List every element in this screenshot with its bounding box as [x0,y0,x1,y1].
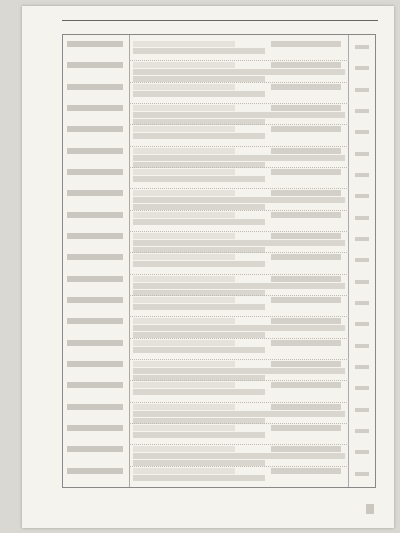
entry-family [271,404,341,410]
entry-remark [355,173,369,177]
entry-remark [355,88,369,92]
entry-headword [67,318,123,324]
entry-family [271,212,341,218]
entry-scientific-name [133,126,235,132]
entry-family [271,169,341,175]
entry-remark [355,216,369,220]
entry-headword [67,276,123,282]
entry-vernacular-line [133,112,345,118]
entry-vernacular-line [133,240,345,246]
entry-scientific-name [133,446,235,452]
entry-separator [129,466,349,467]
entry-family [271,41,341,47]
entry-headword [67,41,123,47]
entry-scientific-name [133,148,235,154]
entry-separator [129,60,349,61]
header-rule [62,20,378,21]
entry-family [271,233,341,239]
entry-family [271,425,341,431]
entry-headword [67,446,123,452]
entry-family [271,148,341,154]
entry-family [271,361,341,367]
entry-headword [67,169,123,175]
entry-scientific-name [133,233,235,239]
entry-remark [355,450,369,454]
entry-headword [67,105,123,111]
entry-remark [355,109,369,113]
entry-separator [129,252,349,253]
entry-scientific-name [133,62,235,68]
page-number [366,504,374,514]
entry-headword [67,340,123,346]
entry-vernacular-line [133,176,265,182]
entry-separator [129,359,349,360]
entry-vernacular-line [133,69,345,75]
entry-remark [355,344,369,348]
entry-separator [129,444,349,445]
entry-vernacular-line [133,197,345,203]
entry-headword [67,126,123,132]
entry-family [271,254,341,260]
entry-scientific-name [133,382,235,388]
entry-separator [129,295,349,296]
entry-scientific-name [133,425,235,431]
entry-remark [355,365,369,369]
entry-headword [67,212,123,218]
entry-scientific-name [133,297,235,303]
entry-headword [67,254,123,260]
entry-remark [355,237,369,241]
entry-family [271,126,341,132]
entry-scientific-name [133,340,235,346]
entry-separator [129,103,349,104]
entry-family [271,62,341,68]
entry-vernacular-line [133,48,265,54]
entry-vernacular-line [133,475,265,481]
entry-scientific-name [133,169,235,175]
entry-vernacular-line [133,155,345,161]
entry-headword [67,468,123,474]
entry-remark [355,258,369,262]
entry-separator [129,82,349,83]
entry-headword [67,404,123,410]
entry-headword [67,361,123,367]
entry-vernacular-line [133,91,265,97]
entry-scientific-name [133,41,235,47]
entry-vernacular-line [133,304,265,310]
entry-remark [355,322,369,326]
entry-vernacular-line [133,283,345,289]
entry-family [271,340,341,346]
entry-scientific-name [133,84,235,90]
entry-separator [129,423,349,424]
index-page [22,6,394,528]
entry-family [271,105,341,111]
entry-remark [355,45,369,49]
entry-headword [67,297,123,303]
entry-separator [129,338,349,339]
entry-family [271,297,341,303]
entry-remark [355,472,369,476]
entry-headword [67,84,123,90]
entry-scientific-name [133,254,235,260]
entry-separator [129,402,349,403]
entry-scientific-name [133,404,235,410]
entry-vernacular-line [133,453,345,459]
entry-remark [355,301,369,305]
entry-remark [355,408,369,412]
entry-headword [67,148,123,154]
entry-family [271,468,341,474]
entry-separator [129,124,349,125]
entry-family [271,276,341,282]
entry-vernacular-line [133,133,265,139]
entry-separator [129,274,349,275]
entry-separator [129,167,349,168]
entry-separator [129,231,349,232]
entry-headword [67,62,123,68]
entry-separator [129,146,349,147]
entry-vernacular-line [133,411,345,417]
entry-remark [355,386,369,390]
entry-scientific-name [133,105,235,111]
entry-separator [129,316,349,317]
entry-headword [67,382,123,388]
entry-remark [355,152,369,156]
entry-family [271,84,341,90]
entry-family [271,382,341,388]
entry-headword [67,233,123,239]
entry-vernacular-line [133,325,345,331]
entry-family [271,190,341,196]
entry-vernacular-line [133,347,265,353]
entry-remark [355,280,369,284]
entry-separator [129,380,349,381]
entry-vernacular-line [133,389,265,395]
entry-scientific-name [133,212,235,218]
entry-scientific-name [133,190,235,196]
entry-remark [355,66,369,70]
entry-vernacular-line [133,432,265,438]
entry-headword [67,190,123,196]
entry-separator [129,210,349,211]
entry-scientific-name [133,468,235,474]
entry-scientific-name [133,361,235,367]
entry-family [271,446,341,452]
entry-scientific-name [133,318,235,324]
entry-vernacular-line [133,219,265,225]
entry-scientific-name [133,276,235,282]
entry-family [271,318,341,324]
headword-column [63,35,130,487]
entry-remark [355,194,369,198]
entry-headword [67,425,123,431]
entry-vernacular-line [133,261,265,267]
index-table [62,34,376,488]
entry-vernacular-line [133,368,345,374]
entry-remark [355,130,369,134]
entry-remark [355,429,369,433]
entry-separator [129,188,349,189]
